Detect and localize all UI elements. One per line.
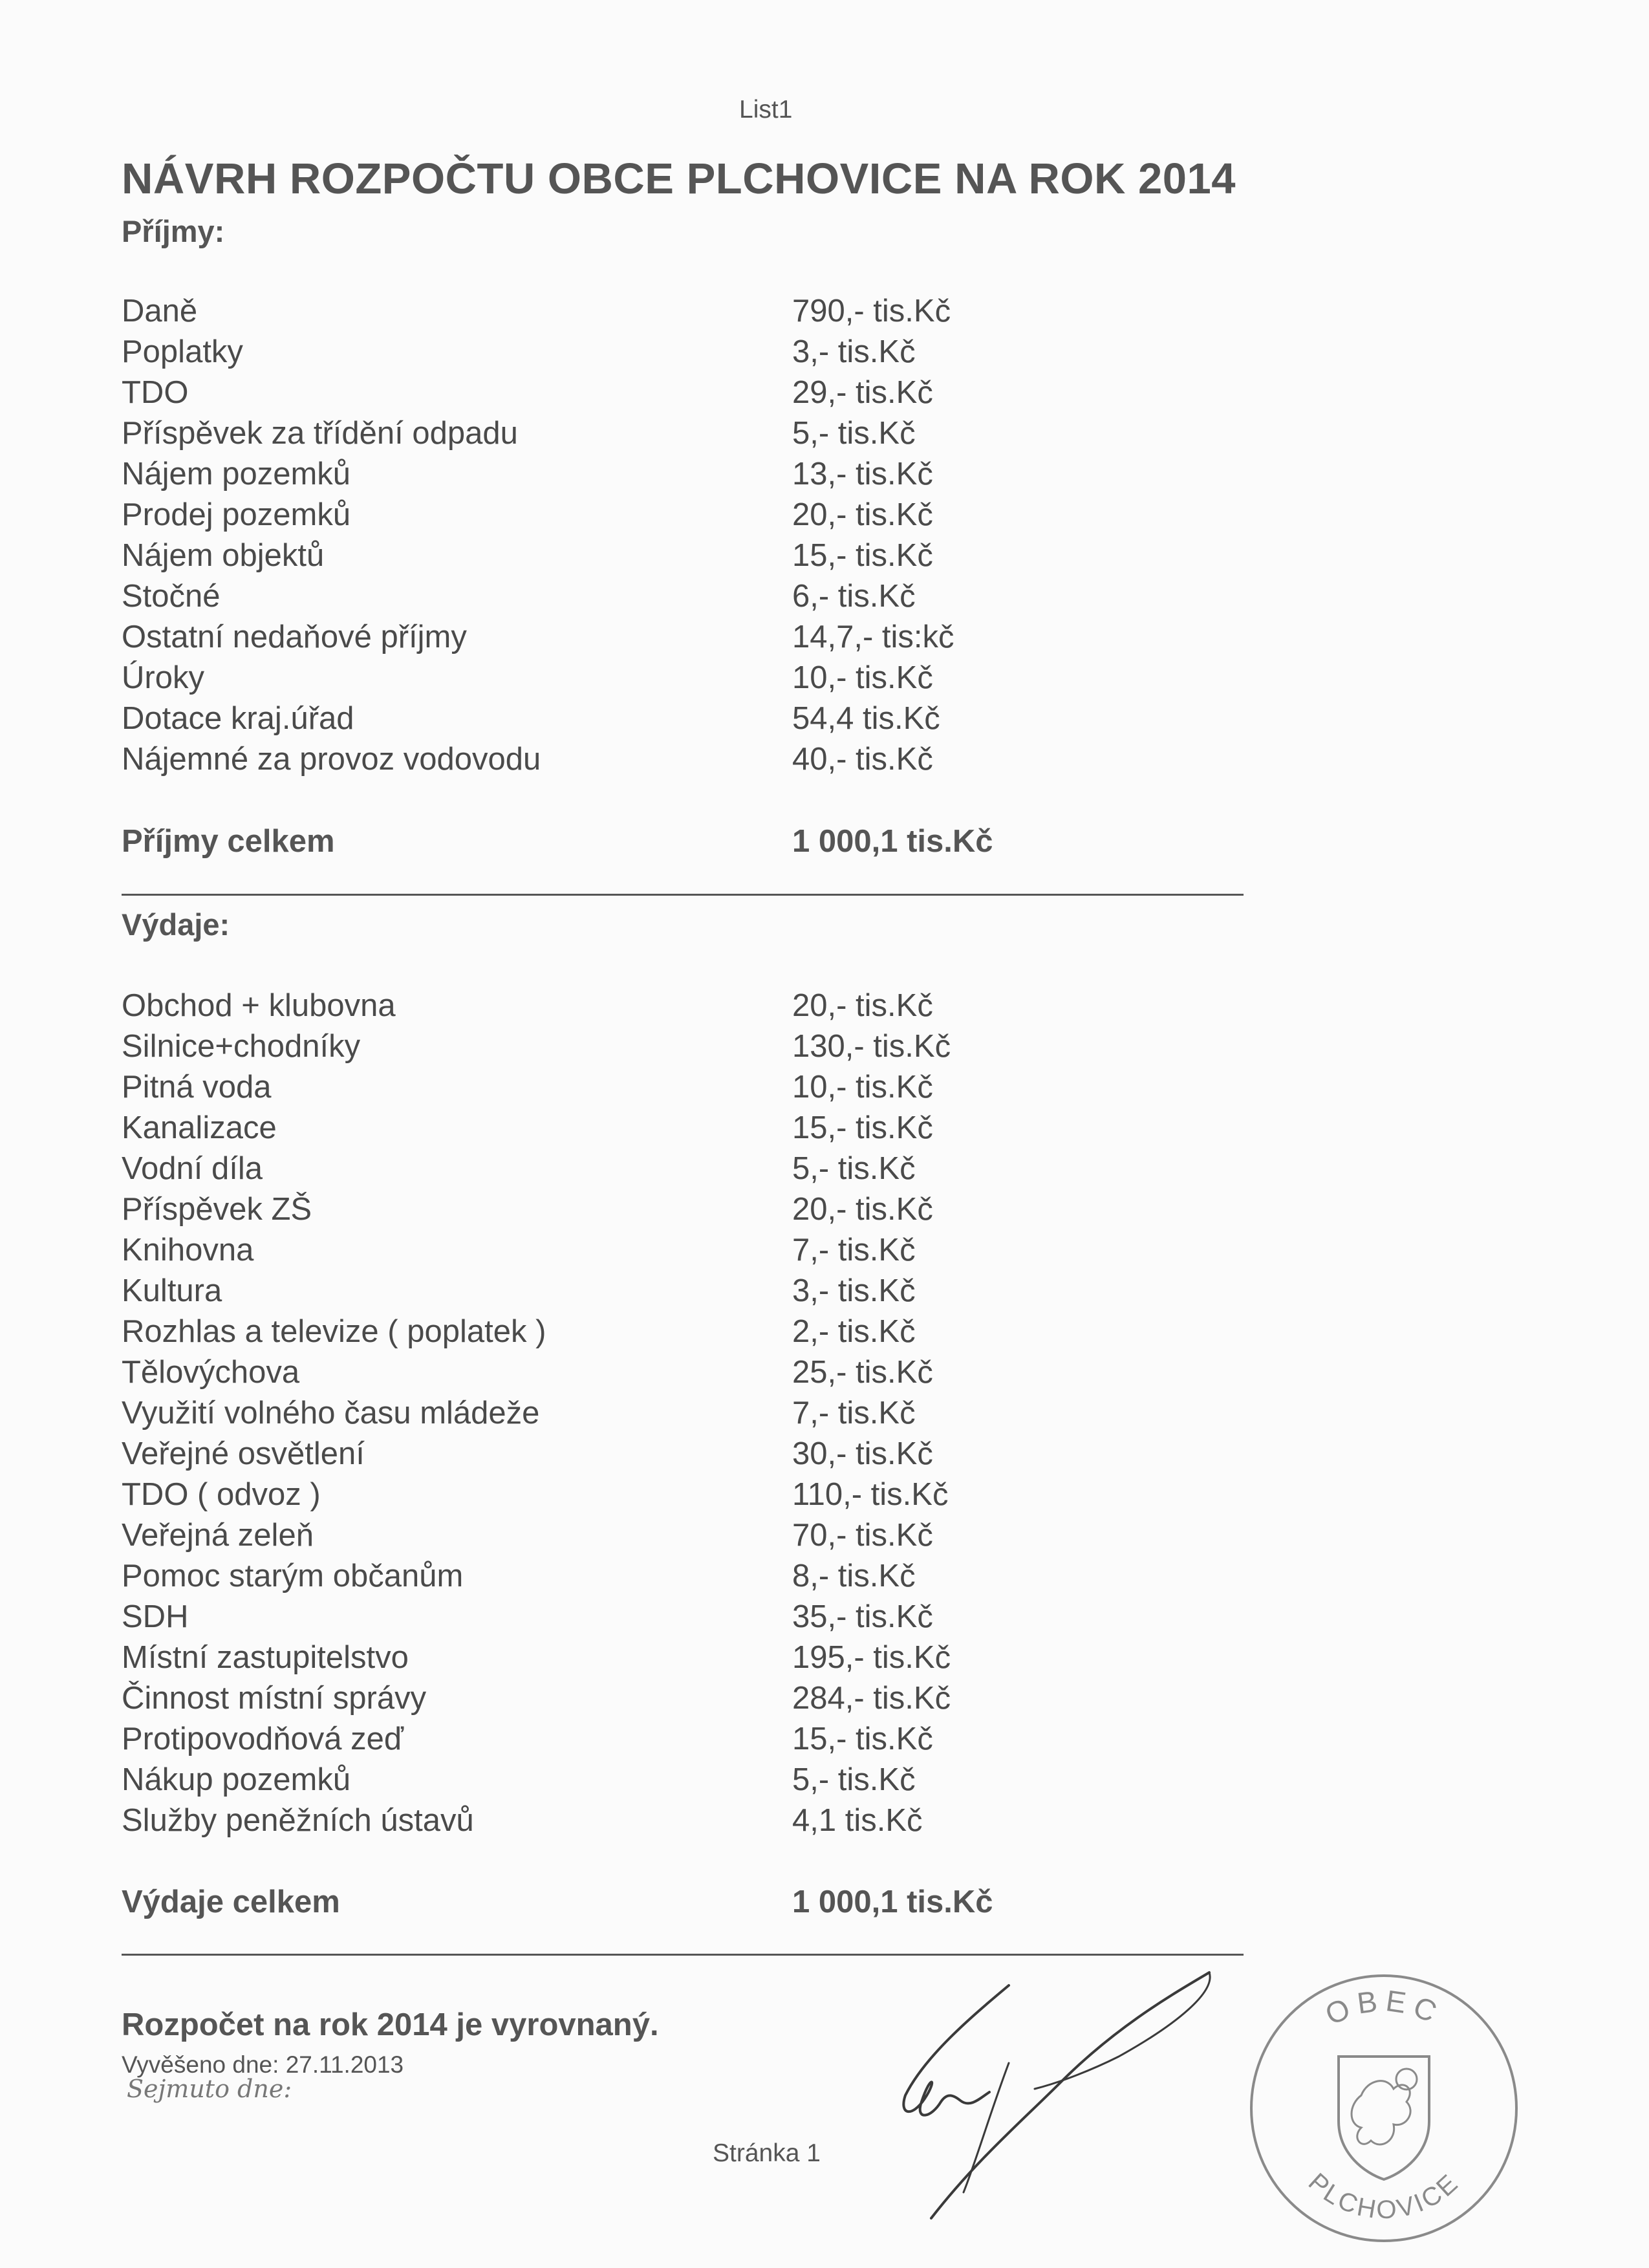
expense-label-4: Vodní díla [122, 1151, 263, 1186]
expense-value-15: 35,- tis.Kč [792, 1599, 933, 1634]
expense-label-1: Silnice+chodníky [122, 1029, 361, 1064]
income-label-6: Nájem objektů [122, 538, 325, 573]
expense-label-5: Příspěvek ZŠ [122, 1192, 312, 1227]
posted-date: Vyvěšeno dne: 27.11.2013 [122, 2051, 404, 2078]
income-label-8: Ostatní nedaňové příjmy [122, 620, 467, 654]
expense-value-1: 130,- tis.Kč [792, 1029, 951, 1064]
income-label-1: Poplatky [122, 334, 243, 369]
income-label-7: Stočné [122, 579, 221, 614]
expense-value-8: 2,- tis.Kč [792, 1314, 916, 1349]
income-value-4: 13,- tis.Kč [792, 457, 933, 491]
expense-label-16: Místní zastupitelstvo [122, 1640, 409, 1675]
expense-label-10: Využití volného času mládeže [122, 1396, 540, 1431]
expense-label-11: Veřejné osvětlení [122, 1436, 365, 1471]
income-label-11: Nájemné za provoz vodovodu [122, 742, 541, 777]
municipal-stamp [1242, 1966, 1526, 2251]
signature-image [815, 1947, 1229, 2244]
expense-value-18: 15,- tis.Kč [792, 1722, 933, 1756]
income-value-10: 54,4 tis.Kč [792, 701, 940, 736]
expense-value-17: 284,- tis.Kč [792, 1681, 951, 1716]
expense-label-2: Pitná voda [122, 1070, 272, 1105]
income-value-2: 29,- tis.Kč [792, 375, 933, 410]
expenses-total-value: 1 000,1 tis.Kč [792, 1885, 993, 1919]
stamp-top-text: OBEC [1320, 1983, 1448, 2032]
stamp-bottom-text: PLCHOVICE [1302, 2168, 1465, 2225]
expense-value-14: 8,- tis.Kč [792, 1559, 916, 1593]
income-value-8: 14,7,- tis:kč [792, 620, 954, 654]
income-value-1: 3,- tis.Kč [792, 334, 916, 369]
income-label-2: TDO [122, 375, 189, 410]
expense-value-19: 5,- tis.Kč [792, 1762, 916, 1797]
income-total-label: Příjmy celkem [122, 824, 335, 859]
income-heading: Příjmy: [122, 214, 225, 248]
income-value-7: 6,- tis.Kč [792, 579, 916, 614]
page-number: Stránka 1 [713, 2139, 821, 2167]
expense-value-5: 20,- tis.Kč [792, 1192, 933, 1227]
page-title: NÁVRH ROZPOČTU OBCE PLCHOVICE NA ROK 2014 [122, 155, 1236, 203]
expense-label-8: Rozhlas a televize ( poplatek ) [122, 1314, 546, 1349]
expense-label-14: Pomoc starým občanům [122, 1559, 464, 1593]
income-label-9: Úroky [122, 660, 204, 695]
expense-label-3: Kanalizace [122, 1110, 277, 1145]
income-total-value: 1 000,1 tis.Kč [792, 824, 993, 859]
expense-value-11: 30,- tis.Kč [792, 1436, 933, 1471]
income-value-0: 790,- tis.Kč [792, 294, 951, 329]
expense-value-10: 7,- tis.Kč [792, 1396, 916, 1431]
income-label-3: Příspěvek za třídění odpadu [122, 416, 518, 451]
expense-label-6: Knihovna [122, 1233, 254, 1268]
expense-label-12: TDO ( odvoz ) [122, 1477, 321, 1512]
expense-value-3: 15,- tis.Kč [792, 1110, 933, 1145]
expense-label-0: Obchod + klubovna [122, 988, 396, 1023]
sheet-name: List1 [739, 96, 793, 124]
expense-value-16: 195,- tis.Kč [792, 1640, 951, 1675]
expense-label-15: SDH [122, 1599, 189, 1634]
expense-label-19: Nákup pozemků [122, 1762, 351, 1797]
income-value-5: 20,- tis.Kč [792, 497, 933, 532]
expense-value-20: 4,1 tis.Kč [792, 1803, 923, 1838]
expense-value-13: 70,- tis.Kč [792, 1518, 933, 1553]
expense-label-17: Činnost místní správy [122, 1681, 427, 1716]
expense-label-18: Protipovodňová zeď [122, 1722, 404, 1756]
expense-value-4: 5,- tis.Kč [792, 1151, 916, 1186]
income-value-3: 5,- tis.Kč [792, 416, 916, 451]
income-value-6: 15,- tis.Kč [792, 538, 933, 573]
income-label-5: Prodej pozemků [122, 497, 351, 532]
balanced-statement: Rozpočet na rok 2014 je vyrovnaný. [122, 2007, 659, 2042]
income-value-9: 10,- tis.Kč [792, 660, 933, 695]
expense-value-9: 25,- tis.Kč [792, 1355, 933, 1390]
coat-of-arms-icon [1339, 2057, 1429, 2179]
divider-line [122, 894, 1244, 896]
income-label-4: Nájem pozemků [122, 457, 351, 491]
svg-text:OBEC [1320, 1983, 1448, 2031]
expense-value-12: 110,- tis.Kč [792, 1477, 949, 1512]
expense-label-13: Veřejná zeleň [122, 1518, 314, 1553]
expense-value-2: 10,- tis.Kč [792, 1070, 933, 1105]
expenses-total-label: Výdaje celkem [122, 1885, 340, 1919]
handwritten-removed-note: Sejmuto dne: [127, 2075, 292, 2103]
expense-value-0: 20,- tis.Kč [792, 988, 933, 1023]
income-label-0: Daně [122, 294, 198, 329]
expense-label-20: Služby peněžních ústavů [122, 1803, 474, 1838]
svg-text:PLCHOVICE [1303, 2168, 1465, 2225]
income-value-11: 40,- tis.Kč [792, 742, 933, 777]
expense-value-7: 3,- tis.Kč [792, 1273, 916, 1308]
expenses-heading: Výdaje: [122, 907, 230, 942]
expense-label-9: Tělovýchova [122, 1355, 300, 1390]
income-label-10: Dotace kraj.úřad [122, 701, 354, 736]
expense-label-7: Kultura [122, 1273, 222, 1308]
expense-value-6: 7,- tis.Kč [792, 1233, 916, 1268]
